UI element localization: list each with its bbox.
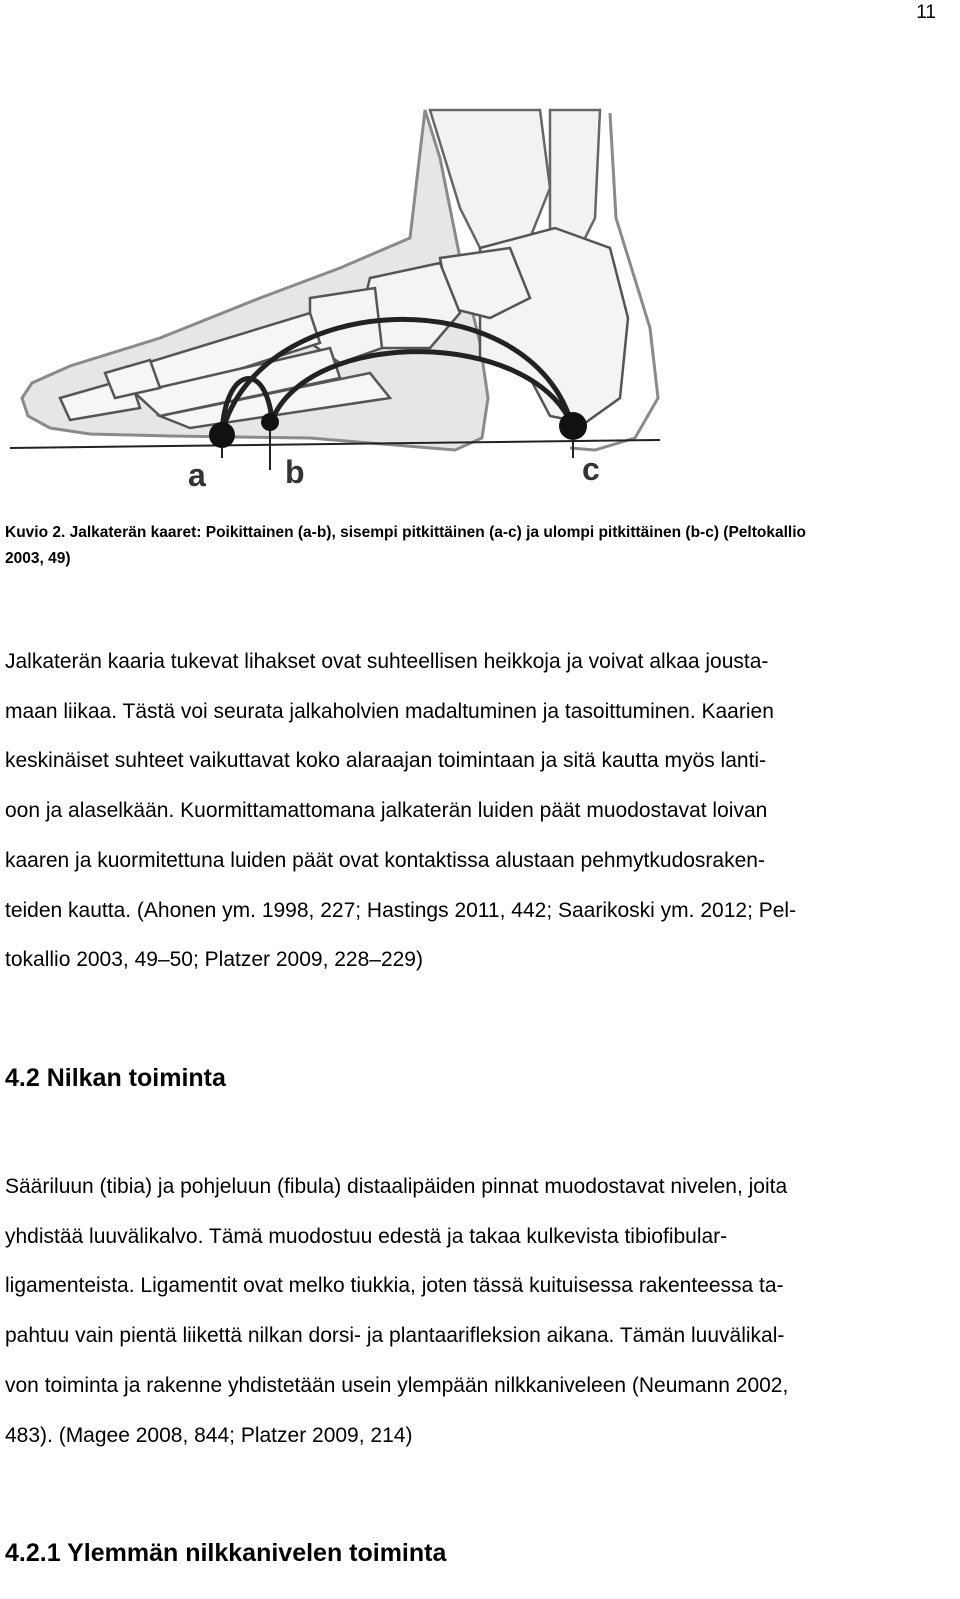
- point-a: [209, 422, 235, 448]
- caption-line: Kuvio 2. Jalkaterän kaaret: Poikittainen (a-b), sisempi pitkittäinen (a-c) ja ulompi pitkittäinen (b-c) (Peltokallio: [5, 524, 806, 541]
- foot-arches-figure: [10, 98, 700, 508]
- subsection-heading: 4.2.1 Ylemmän nilkkanivelen toiminta: [5, 1539, 447, 1567]
- point-b: [261, 413, 279, 431]
- text-line: maan liikaa. Tästä voi seurata jalkaholvien madaltuminen ja tasoittuminen. Kaarien: [5, 699, 774, 723]
- text-line: keskinäiset suhteet vaikuttavat koko alaraajan toimintaan ja sitä kautta myös lanti-: [5, 749, 767, 773]
- label-a: a: [188, 457, 206, 493]
- text-line: von toiminta ja rakenne yhdistetään usein ylempään nilkkaniveleen (Neumann 2002,: [5, 1373, 789, 1397]
- text-line: teiden kautta. (Ahonen ym. 1998, 227; Hastings 2011, 442; Saarikoski ym. 2012; Pel-: [5, 898, 797, 922]
- text-line: Sääriluun (tibia) ja pohjeluun (fibula) distaalipäiden pinnat muodostavat nivelen, joita: [5, 1175, 788, 1198]
- text-line: kaaren ja kuormitettuna luiden päät ovat kontaktissa alustaan pehmytkudosraken-: [5, 848, 765, 872]
- text-line: pahtuu vain pientä liikettä nilkan dorsi- ja plantaarifleksion aikana. Tämän luuvälikal-: [5, 1324, 785, 1348]
- paragraph-foot-arches: [5, 637, 940, 985]
- text-line: oon ja alaselkään. Kuormittamattomana jalkaterän luiden päät muodostavat loivan: [5, 799, 768, 823]
- point-c: [559, 412, 587, 440]
- text-line: yhdistää luuvälikalvo. Tämä muodostuu edestä ja takaa kulkevista tibiofibular-: [5, 1224, 728, 1248]
- text-line: 483). (Magee 2008, 844; Platzer 2009, 214): [5, 1423, 413, 1447]
- text-line: Jalkaterän kaaria tukevat lihakset ovat suhteellisen heikkoja ja voivat alkaa jousta-: [5, 650, 769, 673]
- section-heading: 4.2 Nilkan toiminta: [5, 1064, 226, 1092]
- text-line: ligamenteista. Ligamentit ovat melko tiukkia, joten tässä kuituisessa rakenteessa ta-: [5, 1274, 784, 1298]
- figure-caption: [5, 520, 935, 572]
- text-line: tokallio 2003, 49–50; Platzer 2009, 228–229): [5, 948, 423, 972]
- paragraph-ankle-function: [5, 1162, 940, 1460]
- label-c: c: [582, 451, 600, 487]
- caption-line: 2003, 49): [5, 550, 71, 567]
- label-b: b: [285, 454, 305, 490]
- page-number: 11: [916, 2, 936, 23]
